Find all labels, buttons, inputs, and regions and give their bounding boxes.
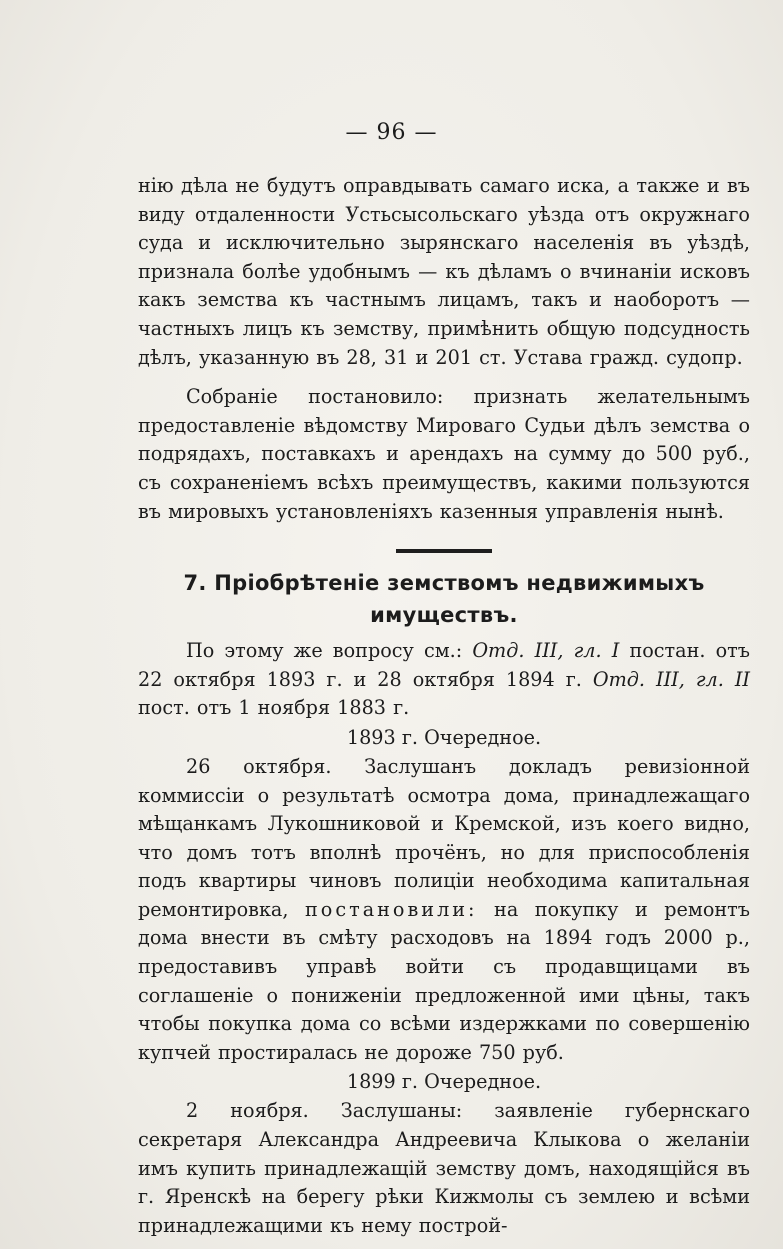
reference-text-c: пост. отъ 1 ноября 1883 г. (138, 696, 410, 720)
paragraph-1899-application: 2 ноября. Заслушаны: заявленіе губернскаго секретаря Александра Андреевича Клыкова о желаніи имъ купить принадлежащій земству домъ, находящійся въ г. Яренскѣ на берегу рѣки Кижмолы съ землею и всѣми принадлежащими къ нему построй- (138, 1099, 750, 1237)
paragraph-resolution: Собраніе постановило: признать желательнымъ предоставленіе вѣдомству Мироваго Судьи дѣлъ земства о подрядахъ, поставкахъ и арендахъ на сумму до 500 руб., съ сохраненіемъ всѣхъ преимуществъ, какими пользуются въ мировыхъ установленіяхъ казенныя управленія нынѣ. (138, 385, 750, 523)
paragraph-continuation: нію дѣла не будутъ оправдывать самаго иска, а также и въ виду отдаленности Устьсысольскаго уѣзда отъ окружнаго суда и исключительно зырянскаго населенія въ уѣздѣ, признала болѣе удобнымъ — къ дѣламъ о вчинаніи исковъ какъ земства къ частнымъ лицамъ, такъ и наоборотъ — частныхъ лицъ къ земству, примѣнить общую подсудность дѣлъ, указанную въ 28, 31 и 201 ст. Устава гражд. судопр. (138, 174, 750, 369)
reference-text-a: По этому же вопросу см.: (186, 639, 473, 663)
reference-text-b: постан. отъ 22 октября 1893 г. и 28 октября 1894 г. (138, 639, 750, 691)
decision-text-a: 26 октября. Заслушанъ докладъ ревизіонной коммиссіи о результатѣ осмотра дома, принадлежащаго мѣщанкамъ Лукошниковой и Кремской, изъ коего видно, что домъ тотъ вполнѣ прочёнъ, но для приспособленія подъ квартиры чиновъ полиціи необходима капитальная ремонтировка, (138, 754, 750, 921)
text-column (138, 172, 750, 1240)
section-divider (396, 549, 492, 553)
subheading-1899: 1899 г. Очередное. (346, 1070, 542, 1094)
subheading-1893: 1893 г. Очередное. (346, 725, 542, 749)
decision-keyword: постановили: (305, 897, 478, 921)
paragraph-1893-decision (138, 753, 750, 1068)
section-title: 7. Пріобрѣтеніе земствомъ недвижимыхъ имуществъ. (183, 571, 705, 628)
reference-link-1: Отд. III, гл. I (472, 639, 620, 663)
page-number: — 96 — (345, 120, 438, 145)
paragraph-cross-reference (138, 637, 750, 723)
reference-link-2: Отд. III, гл. II (592, 667, 750, 691)
decision-text-b: на покупку и ремонтъ дома внести въ смѣту расходовъ на 1894 годъ 2000 р., предоставивъ управѣ войти съ продавщицами въ соглашеніе о пониженіи предложенной ими цѣны, такъ чтобы покупка дома со всѣми издержками по совершенію купчей простиралась не дороже 750 руб. (138, 897, 750, 1064)
